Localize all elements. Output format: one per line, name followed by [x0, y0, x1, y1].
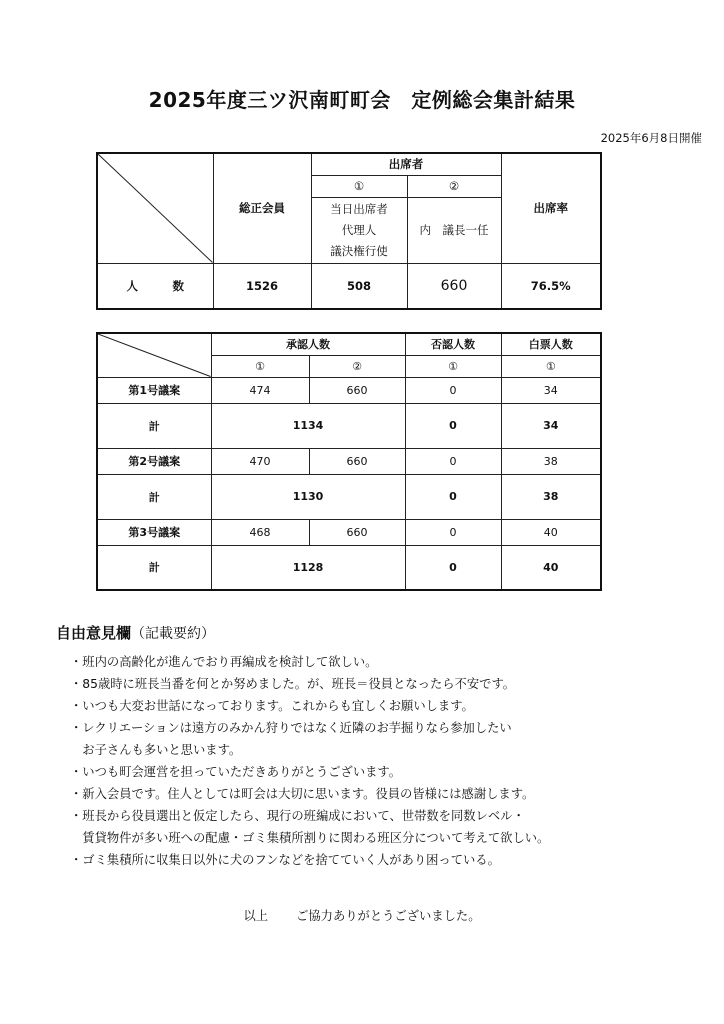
approve-1-value: 470: [211, 448, 309, 474]
total-approve-value: 1128: [211, 545, 405, 590]
approve-2-value: 660: [309, 519, 405, 545]
attendees-header: 出席者: [311, 153, 501, 175]
total-label: 計: [97, 403, 211, 448]
total-blank-value: 40: [501, 545, 601, 590]
count-row-label: 人 数: [97, 263, 213, 309]
list-item: ・いつも町会運営を担っていただきありがとうございます。: [70, 765, 402, 779]
reject-value: 0: [405, 448, 501, 474]
item-3-row: [97, 519, 601, 545]
list-item: ・85歳時に班長当番を何とか努めました。が、班長＝役員となったら不安です。: [70, 677, 516, 691]
list-item: ・班内の高齢化が進んでおり再編成を検討して欲しい。: [70, 655, 378, 669]
approve-2-value: 660: [309, 448, 405, 474]
closing-remark: [0, 906, 724, 924]
approve-1-value: 474: [211, 377, 309, 403]
approve-1-value: 468: [211, 519, 309, 545]
page-title: 2025年度三ツ沢南町町会 定例総会集計結果: [148, 88, 576, 112]
closing-end: 以上: [243, 909, 269, 923]
reject-sub1: ①: [405, 355, 501, 377]
approve-sub1: ①: [211, 355, 309, 377]
item-1-row: [97, 377, 601, 403]
total-reject-value: 0: [405, 545, 501, 590]
list-item: ・班長から役員選出と仮定したら、現行の班編成において、世帯数を同数レベル・: [70, 809, 525, 823]
item-label: 第2号議案: [97, 448, 211, 474]
item-label: 第1号議案: [97, 377, 211, 403]
list-item: 賃貸物件が多い班への配慮・ゴミ集積所割りに関わる班区分について考えて欲しい。: [70, 831, 550, 845]
total-approve-value: 1134: [211, 403, 405, 448]
total-label: 計: [97, 474, 211, 519]
total-blank-value: 34: [501, 403, 601, 448]
reject-value: 0: [405, 519, 501, 545]
opinion-subheading-text: （記載要約）: [131, 626, 216, 642]
approve-header: 承認人数: [211, 333, 405, 355]
blank-value: 34: [501, 377, 601, 403]
list-item: ・ゴミ集積所に収集日以外に犬のフンなどを捨てていく人があり困っている。: [70, 853, 500, 867]
blank-value: 40: [501, 519, 601, 545]
attendees-sub2-desc: 内 議長一任: [407, 197, 501, 263]
attendance-table: [96, 152, 602, 310]
opinion-list: [56, 651, 696, 871]
free-opinion-heading: [56, 622, 696, 643]
attendees-sub1: ①: [311, 175, 407, 197]
item-2-total-row: [97, 474, 601, 519]
blank-sub1: ①: [501, 355, 601, 377]
rate-header: 出席率: [501, 153, 601, 263]
item-2-row: [97, 448, 601, 474]
item-label: 第3号議案: [97, 519, 211, 545]
meeting-date: 2025年6月8日開催: [600, 131, 702, 145]
opinion-heading-text: 自由意見欄: [56, 624, 132, 642]
diagonal-header-cell: [97, 333, 211, 377]
approve-sub2: ②: [309, 355, 405, 377]
diagonal-header-cell: [97, 153, 213, 263]
total-members-header: 総正会員: [213, 153, 311, 263]
free-opinion-section: [56, 622, 696, 871]
rate-value: 76.5%: [501, 263, 601, 309]
total-reject-value: 0: [405, 474, 501, 519]
desc-line: 当日出席者: [330, 201, 388, 216]
list-item: ・レクリエーションは遠方のみかん狩りではなく近隣のお芋掘りなら参加したい: [70, 721, 512, 735]
closing-thanks: ご協力ありがとうございました。: [296, 909, 481, 923]
attendees-sub2: ②: [407, 175, 501, 197]
attendees-1-value: 508: [311, 263, 407, 309]
reject-header: 否認人数: [405, 333, 501, 355]
votes-table: [96, 332, 602, 591]
total-label: 計: [97, 545, 211, 590]
list-item: ・新入会員です。住人としては町会は大切に思います。役員の皆様には感謝します。: [70, 787, 535, 801]
blank-header: 白票人数: [501, 333, 601, 355]
item-1-total-row: [97, 403, 601, 448]
total-members-value: 1526: [213, 263, 311, 309]
desc-line: 議決権行使: [330, 243, 388, 258]
attendees-sub1-desc: [311, 197, 407, 263]
attendees-2-value: 660: [407, 263, 501, 309]
total-reject-value: 0: [405, 403, 501, 448]
reject-value: 0: [405, 377, 501, 403]
desc-line: 代理人: [341, 222, 377, 237]
blank-value: 38: [501, 448, 601, 474]
total-approve-value: 1130: [211, 474, 405, 519]
item-3-total-row: [97, 545, 601, 590]
list-item: お子さんも多いと思います。: [70, 743, 242, 757]
total-blank-value: 38: [501, 474, 601, 519]
approve-2-value: 660: [309, 377, 405, 403]
list-item: ・いつも大変お世話になっております。これからも宜しくお願いします。: [70, 699, 474, 713]
